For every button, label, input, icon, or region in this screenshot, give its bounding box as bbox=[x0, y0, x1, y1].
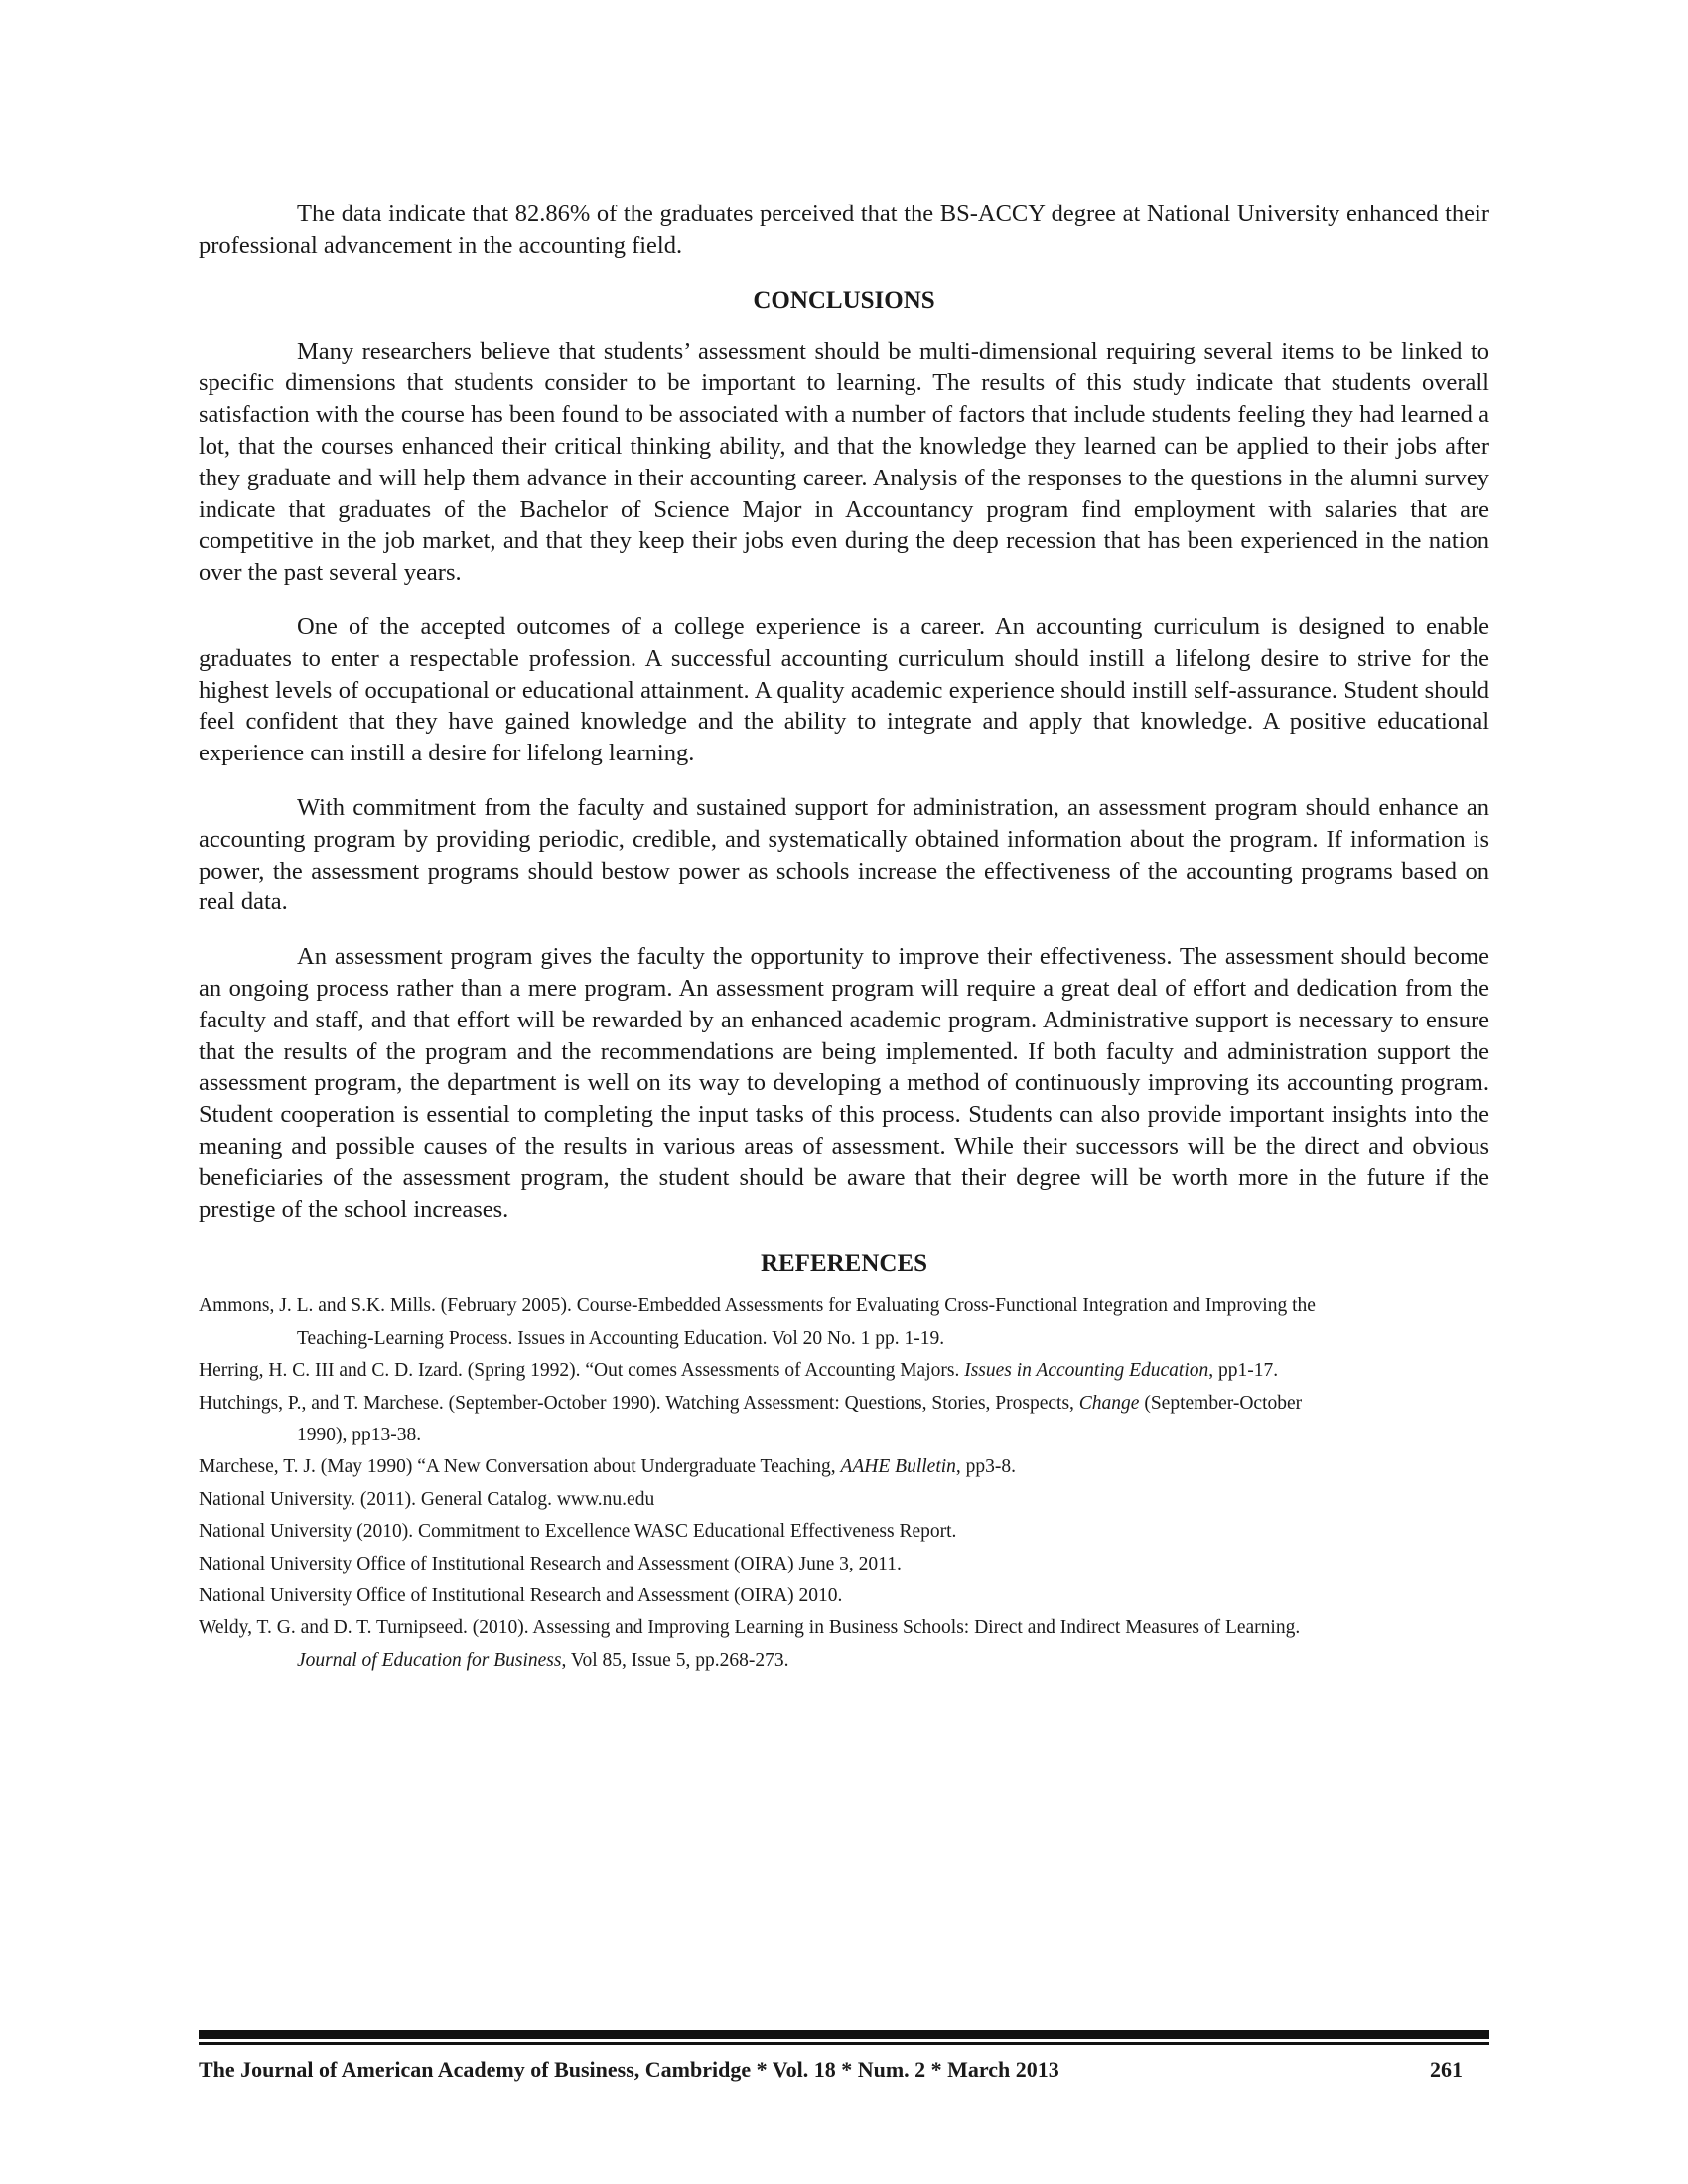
footer-journal-citation: The Journal of American Academy of Business, Cambridge * Vol. 18 * Num. 2 * March 2013 bbox=[199, 2057, 1059, 2082]
reference-item: Herring, H. C. III and C. D. Izard. (Spring 1992). “Out comes Assessments of Accounting Majors. Issues in Accounting Education, pp1-17. bbox=[199, 1360, 1279, 1382]
page-number: 261 bbox=[1430, 2057, 1463, 2082]
reference-item: Hutchings, P., and T. Marchese. (September-October 1990). Watching Assessment: Questions, Stories, Prospects, Change (September-October 1990), pp13-38. bbox=[199, 1392, 1303, 1445]
reference-item: National University Office of Institutional Research and Assessment (OIRA) June 3, 2011. bbox=[199, 1553, 902, 1574]
conclusions-paragraph: One of the accepted outcomes of a college experience is a career. An accounting curriculum is designed to enable graduates to enter a respectable profession. A successful accounting curriculum should instill a lifelong desire to strive for the highest levels of occupational or educational attainment. A quality academic experience should instill self-assurance. Student should feel confident that they have gained knowledge and the ability to integrate and apply that knowledge. A positive educational experience can instill a desire for lifelong learning. bbox=[199, 613, 1489, 767]
intro-paragraph: The data indicate that 82.86% of the graduates perceived that the BS-ACCY degree at National University enhanced their professional advancement in the accounting field. bbox=[199, 201, 1489, 259]
reference-item: Marchese, T. J. (May 1990) “A New Conversation about Undergraduate Teaching, AAHE Bulletin, pp3-8. bbox=[199, 1456, 1017, 1478]
document-page bbox=[199, 0, 1489, 2184]
reference-item: National University Office of Institutional Research and Assessment (OIRA) 2010. bbox=[199, 1584, 843, 1606]
reference-item: National University (2010). Commitment to Excellence WASC Educational Effectiveness Report. bbox=[199, 1521, 957, 1543]
body-text bbox=[199, 199, 1489, 1681]
references-heading: REFERENCES bbox=[760, 1250, 928, 1278]
conclusions-paragraph: With commitment from the faculty and sustained support for administration, an assessment program should enhance an accounting program by providing periodic, credible, and systematically obtained information about the program. If information is power, the assessment programs should bestow power as schools increase the effectiveness of the accounting programs based on real data. bbox=[199, 793, 1489, 916]
conclusions-heading: CONCLUSIONS bbox=[753, 286, 935, 314]
conclusions-paragraph: An assessment program gives the faculty the opportunity to improve their effectiveness. The assessment should become an ongoing process rather than a mere program. An assessment program will require a great deal of effort and dedication from the faculty and staff, and that effort will be rewarded by an enhanced academic program. Administrative support is necessary to ensure that the results of the program and the recommendations are being implemented. If both faculty and administration support the assessment program, the department is well on its way to developing a method of continuously improving its accounting program. Student cooperation is essential to completing the input tasks of this process. Students can also provide important insights into the meaning and possible causes of the results in various areas of assessment. While their successors will be the direct and obvious beneficiaries of the assessment program, the student should be aware that their degree will be worth more in the future if the prestige of the school increases. bbox=[199, 943, 1489, 1223]
reference-item: Ammons, J. L. and S.K. Mills. (February 2005). Course-Embedded Assessments for Evaluating Cross-Functional Integration and Improving the Teaching-Learning Process. Issues in Accounting Education. Vol 20 No. 1 pp. 1-19. bbox=[199, 1296, 1316, 1349]
reference-list bbox=[199, 1295, 1489, 1673]
footer-rule-thick bbox=[199, 2030, 1489, 2039]
conclusions-paragraph: Many researchers believe that students’ assessment should be multi-dimensional requiring several items to be linked to specific dimensions that students consider to be important to learning. The results of this study indicate that students overall satisfaction with the course has been found to be associated with a number of factors that include students feeling they had learned a lot, that the courses enhanced their critical thinking ability, and that the knowledge they learned can be applied to their jobs after they graduate and will help them advance in their accounting career. Analysis of the responses to the questions in the alumni survey indicate that graduates of the Bachelor of Science Major in Accountancy program find employment with salaries that are competitive in the job market, and that they keep their jobs even during the deep recession that has been experienced in the nation over the past several years. bbox=[199, 338, 1489, 587]
footer-rule-thin bbox=[199, 2042, 1489, 2045]
reference-item: Weldy, T. G. and D. T. Turnipseed. (2010). Assessing and Improving Learning in Business Schools: Direct and Indirect Measures of Learning. Journal of Education for Business, Vol 85, Issue 5, pp.268-273. bbox=[199, 1617, 1301, 1671]
reference-item: National University. (2011). General Catalog. www.nu.edu bbox=[199, 1488, 655, 1510]
